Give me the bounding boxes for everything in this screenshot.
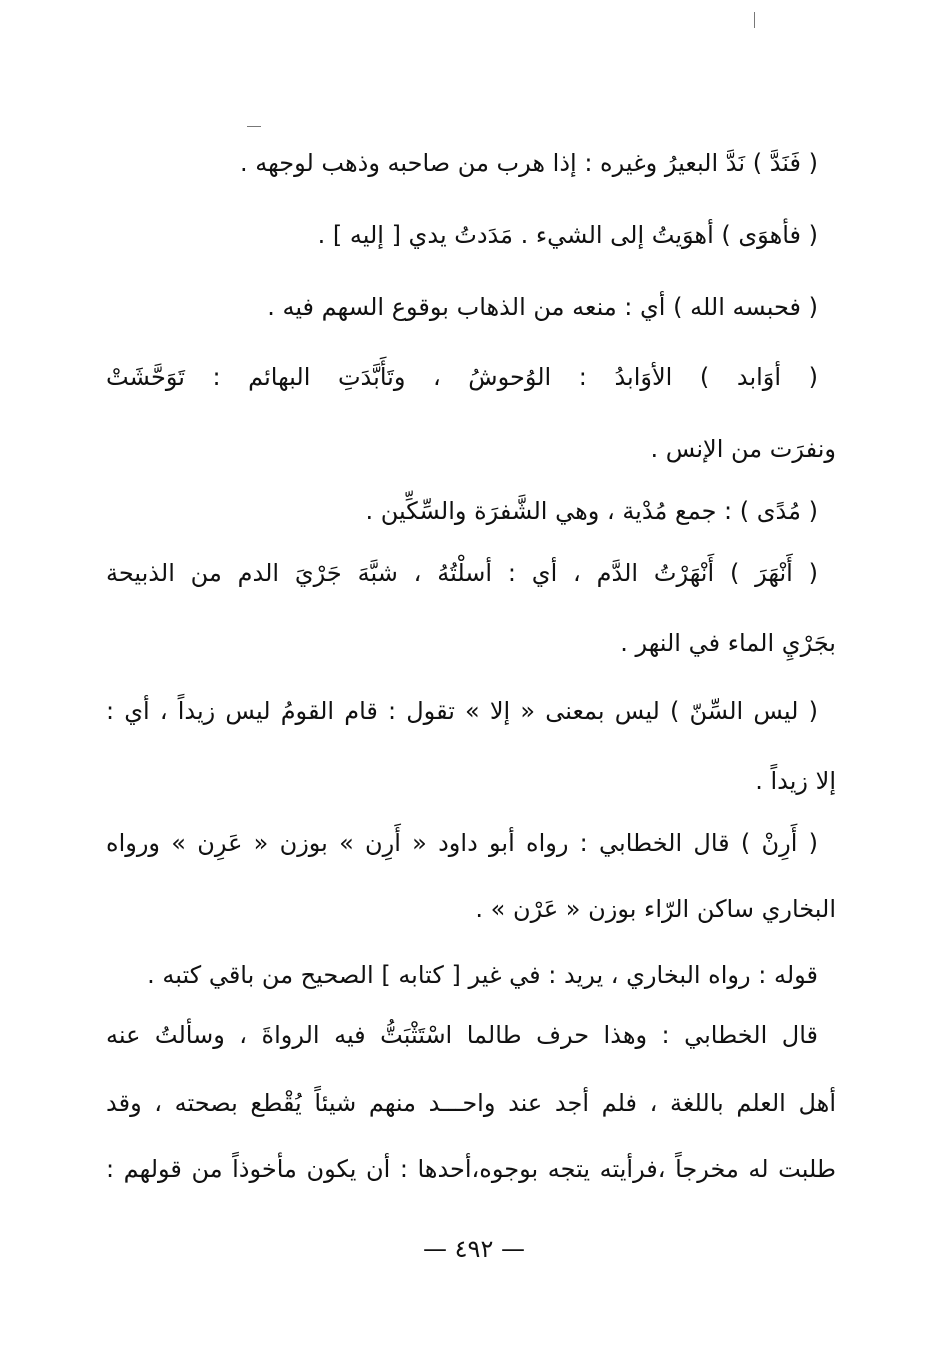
text-line: ( فحبسه الله ) أي : منعه من الذهاب بوقوع السهم فيه . xyxy=(267,293,818,321)
text-line: البخاري ساكن الرّاء بوزن « عَرْن » . xyxy=(475,895,836,923)
text-line: ونفرَت من الإنس . xyxy=(650,435,836,463)
text-line: ( ليس السِّنّ ) ليس بمعنى « إلا » تقول : قام القومُ ليس زيداً ، أي : xyxy=(106,697,818,725)
text-line: إلا زيداً . xyxy=(755,767,836,795)
text-line: ( أوَابد ) الأوَابدُ : الوُحوشُ ، وتَأَبَّدَتِ البهائم : تَوَحَّشَتْ xyxy=(106,363,818,391)
text-line: ( فأهوَى ) أهوَيتُ إلى الشيء . مَدَدتُ يدي [ إليه ] . xyxy=(317,221,818,249)
text-line: قوله : رواه البخاري ، يريد : في غير [ كتابه ] الصحيح من باقي كتبه . xyxy=(147,961,818,989)
scan-mark xyxy=(754,12,755,28)
text-line: بجَرْيِ الماء في النهر . xyxy=(620,629,836,657)
text-line: ( أَنْهَرَ ) أَنْهَرْتُ الدَّم ، أي : أسلْتُهُ ، شبَّهَ جَرْيَ الدم من الذبيحة xyxy=(106,559,818,587)
scan-mark xyxy=(247,126,261,127)
text-line: قال الخطابي : وهذا حرف طالما اسْتَثْبَتُّ فيه الرواةَ ، وسألتُ عنه xyxy=(106,1021,818,1049)
text-line: ( مُدًى ) : جمع مُدْية ، وهي الشَّفرَة والسِّكِّين . xyxy=(365,497,818,525)
text-line: أهل العلم باللغة ، فلم أجد عند واحـــد منهم شيئاً يُقْطع بصحته ، وقد xyxy=(106,1089,836,1117)
page-number: — ٤٩٢ — xyxy=(423,1235,525,1263)
text-line: طلبت له مخرجاً ،فرأيته يتجه بوجوه،أحدها : أن يكون مأخوذاً من قولهم : xyxy=(106,1155,836,1183)
text-line: ( أَرِنْ ) قال الخطابي : رواه أبو داود « أَرِن » بوزن « عَرِن » ورواه xyxy=(106,829,818,857)
text-line: ( فَنَدَّ ) نَدَّ البعيرُ وغيره : إذا هرب من صاحبه وذهب لوجهه . xyxy=(240,149,818,177)
